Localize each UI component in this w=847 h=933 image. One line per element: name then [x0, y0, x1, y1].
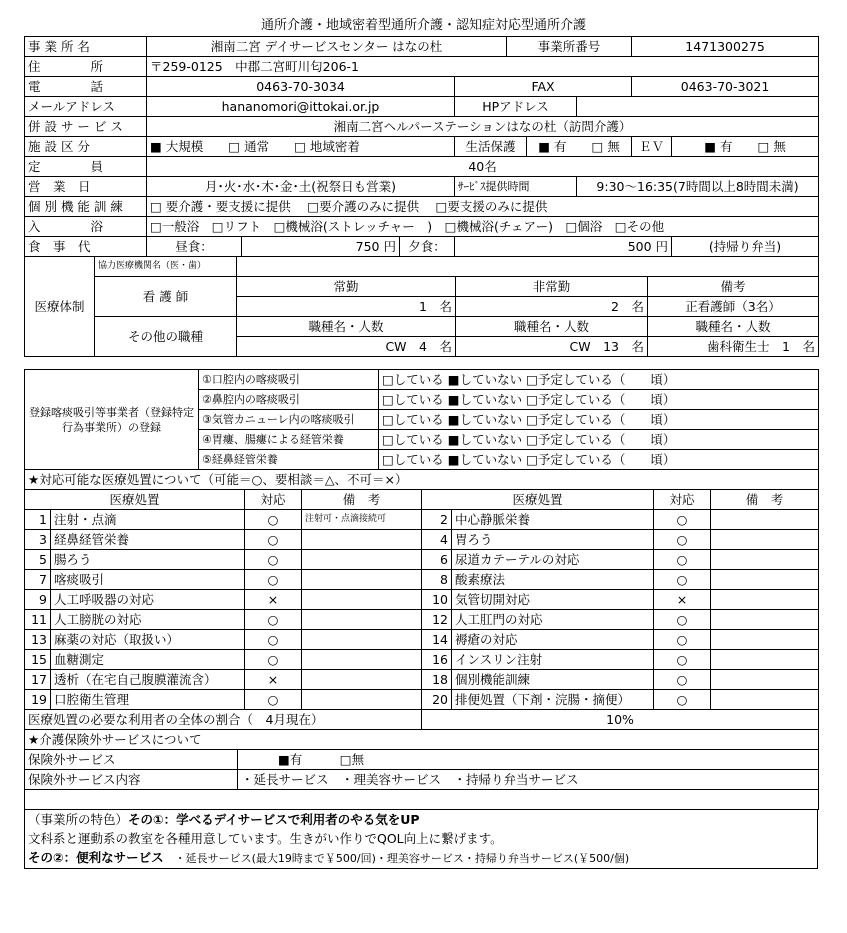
fax-label: FAX [455, 77, 632, 97]
treatment-response: ○ [654, 530, 711, 550]
treatment-response: ○ [654, 610, 711, 630]
feature-line-2: 文科系と運動系の教室を各種用意しています。生きがい作りでQOL向上に繋げます。 [25, 829, 818, 848]
treatment-note [711, 530, 819, 550]
treatment-name: 人工膀胱の対応 [51, 610, 245, 630]
treatment-response: × [245, 670, 302, 690]
treatment-number: 12 [422, 610, 452, 630]
treatment-response: ○ [245, 690, 302, 710]
header-note: 備 考 [302, 490, 422, 510]
treatment-response: ○ [245, 650, 302, 670]
treatment-name: 酸素療法 [452, 570, 654, 590]
feature-line-3 [25, 848, 818, 869]
table-row [25, 510, 819, 530]
dinner-price: 500 円 [455, 237, 672, 257]
suction-item-name: ①口腔内の喀痰吸引 [199, 370, 379, 390]
treatment-number: 16 [422, 650, 452, 670]
out-service-label: 保険外サービス [25, 750, 238, 770]
medical-table [24, 257, 819, 357]
partner-label: 協力医療機関名（医・歯） [95, 257, 237, 277]
training-label: 個 別 機 能 訓 練 [25, 197, 147, 217]
welfare-options: ■ 有 □ 無 [527, 137, 632, 157]
treatment-name: 褥瘡の対応 [452, 630, 654, 650]
treatment-note [711, 610, 819, 630]
other-full-time: CW 4 名 [237, 337, 456, 357]
page-title: 通所介護・地域密着型通所介護・認知症対応型通所介護 [260, 18, 586, 33]
header-full-time: 常勤 [237, 277, 456, 297]
treatment-response: ○ [245, 530, 302, 550]
treatment-note [302, 570, 422, 590]
facility-sheet [24, 36, 818, 869]
hp [577, 97, 819, 117]
suction-item-name: ⑤経鼻経管栄養 [199, 450, 379, 470]
combined-service: 湘南二宮ヘルパーステーションはなの杜（訪問介護） [147, 117, 819, 137]
features-table [24, 810, 818, 869]
treatment-name: 個別機能訓練 [452, 670, 654, 690]
bath-options: □一般浴 □リフト □機械浴(ストレッチャー ) □機械浴(チェアー) □個浴 □その他 [147, 217, 819, 237]
out-service-content-label: 保険外サービス内容 [25, 770, 238, 790]
table-row [25, 630, 819, 650]
treatment-response: ○ [245, 630, 302, 650]
treatment-name: インスリン注射 [452, 650, 654, 670]
mail: hananomori@ittokai.or.jp [147, 97, 455, 117]
suction-label: 登録喀痰吸引等事業者（登録特定行為事業所）の登録 [25, 370, 199, 470]
meal-label: 食 事 代 [25, 237, 147, 257]
lunch-label: 昼食： [147, 237, 242, 257]
treatment-name: 気管切開対応 [452, 590, 654, 610]
bath-label: 入 浴 [25, 217, 147, 237]
treatment-note [711, 570, 819, 590]
treatment-number: 5 [25, 550, 51, 570]
table-row [25, 690, 819, 710]
table-row [25, 670, 819, 690]
service-hours: 9:30～16:35(7時間以上8時間未満) [577, 177, 819, 197]
business-days: 月･火･水･木･金･土(祝祭日も営業) [147, 177, 455, 197]
office-name-label: 事 業 所 名 [25, 37, 147, 57]
treatment-note [711, 550, 819, 570]
header-response: 対応 [245, 490, 302, 510]
treatment-response: ○ [654, 650, 711, 670]
mail-label: メールアドレス [25, 97, 147, 117]
treatment-name: 尿道カテーテルの対応 [452, 550, 654, 570]
suction-table [24, 369, 819, 470]
treatment-response: × [654, 590, 711, 610]
suction-item-status: □している ■していない □予定している（ 頃） [379, 410, 819, 430]
suction-item-name: ④胃瘻、腸瘻による経管栄養 [199, 430, 379, 450]
suction-item-name: ②鼻腔内の喀痰吸引 [199, 390, 379, 410]
business-days-label: 営 業 日 [25, 177, 147, 197]
capacity: 40名 [147, 157, 819, 177]
treatment-number: 9 [25, 590, 51, 610]
suction-item-status: □している ■していない □予定している（ 頃） [379, 430, 819, 450]
ratio-value: 10% [422, 710, 819, 730]
treatment-note [302, 610, 422, 630]
nurse-label: 看 護 師 [95, 277, 237, 317]
treatment-name: 中心静脈栄養 [452, 510, 654, 530]
office-number: 1471300275 [632, 37, 819, 57]
treatment-table [24, 470, 819, 730]
out-service-options: ■有 □無 [238, 750, 819, 770]
treatment-number: 14 [422, 630, 452, 650]
treatment-number: 18 [422, 670, 452, 690]
service-hours-label: ｻｰﾋﾞｽ提供時間 [455, 177, 577, 197]
treatment-response: ○ [654, 550, 711, 570]
header-job-2: 職種名・人数 [456, 317, 648, 337]
suction-item-status: □している ■していない □予定している（ 頃） [379, 370, 819, 390]
treatment-name: 透析（在宅自己腹膜灌流含） [51, 670, 245, 690]
treatment-response: ○ [654, 510, 711, 530]
treatment-name: 喀痰吸引 [51, 570, 245, 590]
treatment-note [711, 590, 819, 610]
suction-item-status: □している ■していない □予定している（ 頃） [379, 390, 819, 410]
insurance-heading: ★介護保険外サービスについて [25, 730, 819, 750]
dinner-label: 夕食： [400, 237, 455, 257]
suction-item-status: □している ■していない □予定している（ 頃） [379, 450, 819, 470]
treatment-name: 口腔衛生管理 [51, 690, 245, 710]
treatment-number: 13 [25, 630, 51, 650]
treatment-name: 人工呼吸器の対応 [51, 590, 245, 610]
treatment-number: 8 [422, 570, 452, 590]
treatment-response: × [245, 590, 302, 610]
treatment-name: 排便処置（下剤・浣腸・摘便） [452, 690, 654, 710]
treatment-number: 2 [422, 510, 452, 530]
combined-service-label: 併 設 サ ー ビ ス [25, 117, 147, 137]
feature-two-title: その②：便利なサービス [28, 850, 164, 865]
treatment-note [302, 690, 422, 710]
header-part-time: 非常勤 [456, 277, 648, 297]
feature-prefix: （事業所の特色） [28, 812, 129, 827]
nurse-full-time: 1 名 [237, 297, 456, 317]
header-response: 対応 [654, 490, 711, 510]
ev-label: ＥＶ [632, 137, 672, 157]
header-note: 備 考 [711, 490, 819, 510]
table-row [25, 590, 819, 610]
partner [237, 257, 819, 277]
nurse-remarks: 正看護師（3名） [648, 297, 819, 317]
out-service-content: ・延長サービス ・理美容サービス ・持帰り弁当サービス [238, 770, 819, 790]
header-job-1: 職種名・人数 [237, 317, 456, 337]
welfare-label: 生活保護 [455, 137, 527, 157]
table-row [25, 650, 819, 670]
treatment-note [302, 650, 422, 670]
treatment-name: 腸ろう [51, 550, 245, 570]
treatment-note [711, 650, 819, 670]
treatment-response: ○ [654, 690, 711, 710]
address: 〒259-0125 中郡二宮町川匂206-1 [147, 57, 819, 77]
treatment-note [302, 530, 422, 550]
treatment-response: ○ [654, 630, 711, 650]
treatment-note [302, 590, 422, 610]
treatment-note [711, 670, 819, 690]
other-part-time: CW 13 名 [456, 337, 648, 357]
treatment-name: 注射・点滴 [51, 510, 245, 530]
training-options: □ 要介護・要支援に提供 □要介護のみに提供 □要支援のみに提供 [147, 197, 819, 217]
treatment-response: ○ [245, 550, 302, 570]
treatment-response: ○ [654, 670, 711, 690]
header-treatment: 医療処置 [422, 490, 654, 510]
header-remarks: 備考 [648, 277, 819, 297]
office-number-label: 事業所番号 [507, 37, 632, 57]
fax: 0463-70-3021 [632, 77, 819, 97]
office-name: 湘南二宮 デイサービスセンター はなの杜 [147, 37, 507, 57]
ratio-label: 医療処置の必要な利用者の全体の割合（ 4月現在） [25, 710, 422, 730]
treatment-name: 胃ろう [452, 530, 654, 550]
meal-note: (持帰り弁当) [672, 237, 819, 257]
treatment-name: 血糖測定 [51, 650, 245, 670]
treatment-name: 経鼻経管栄養 [51, 530, 245, 550]
treatment-number: 6 [422, 550, 452, 570]
table-row [25, 570, 819, 590]
treatment-note [711, 510, 819, 530]
treatment-note [302, 630, 422, 650]
other-remarks: 歯科衛生士 1 名 [648, 337, 819, 357]
treatment-number: 11 [25, 610, 51, 630]
treatment-number: 3 [25, 530, 51, 550]
treatment-number: 7 [25, 570, 51, 590]
tel-label: 電 話 [25, 77, 147, 97]
insurance-table [24, 730, 819, 810]
medical-label: 医療体制 [25, 257, 95, 357]
treatment-note: 注射可・点滴接続可 [302, 510, 422, 530]
lunch-price: 750 円 [242, 237, 400, 257]
treatment-name: 麻薬の対応（取扱い） [51, 630, 245, 650]
treatment-name: 人工肛門の対応 [452, 610, 654, 630]
facility-type-label: 施 設 区 分 [25, 137, 147, 157]
treatment-note [302, 550, 422, 570]
treatment-note [711, 690, 819, 710]
basic-info-table [24, 36, 819, 257]
suction-item-name: ③気管カニューレ内の喀痰吸引 [199, 410, 379, 430]
treatment-note [711, 630, 819, 650]
tel: 0463-70-3034 [147, 77, 455, 97]
treatment-heading: ★対応可能な医療処置について（可能＝○、要相談＝△、不可＝×） [25, 470, 819, 490]
treatment-response: ○ [245, 610, 302, 630]
feature-one-title: その①：学べるデイサービスで利用者のやる気をUP [128, 812, 420, 827]
treatment-response: ○ [245, 510, 302, 530]
treatment-number: 17 [25, 670, 51, 690]
treatment-number: 15 [25, 650, 51, 670]
treatment-number: 4 [422, 530, 452, 550]
treatment-number: 1 [25, 510, 51, 530]
header-job-3: 職種名・人数 [648, 317, 819, 337]
hp-label: HPアドレス [455, 97, 577, 117]
treatment-number: 19 [25, 690, 51, 710]
address-label: 住 所 [25, 57, 147, 77]
treatment-response: ○ [654, 570, 711, 590]
table-row [25, 550, 819, 570]
table-row [25, 530, 819, 550]
header-treatment: 医療処置 [25, 490, 245, 510]
treatment-number: 20 [422, 690, 452, 710]
other-staff-label: その他の職種 [95, 317, 237, 357]
table-row [25, 610, 819, 630]
treatment-number: 10 [422, 590, 452, 610]
facility-type-options: ■ 大規模 □ 通常 □ 地域密着 [147, 137, 455, 157]
capacity-label: 定 員 [25, 157, 147, 177]
feature-two-detail: ・延長サービス(最大19時まで￥500/回)・理美容サービス・持帰り弁当サービス(￥500/個) [163, 852, 630, 865]
treatment-note [302, 670, 422, 690]
feature-line-1 [25, 810, 818, 829]
blank-row [25, 790, 819, 810]
treatment-response: ○ [245, 570, 302, 590]
ev-options: ■ 有 □ 無 [672, 137, 819, 157]
nurse-part-time: 2 名 [456, 297, 648, 317]
